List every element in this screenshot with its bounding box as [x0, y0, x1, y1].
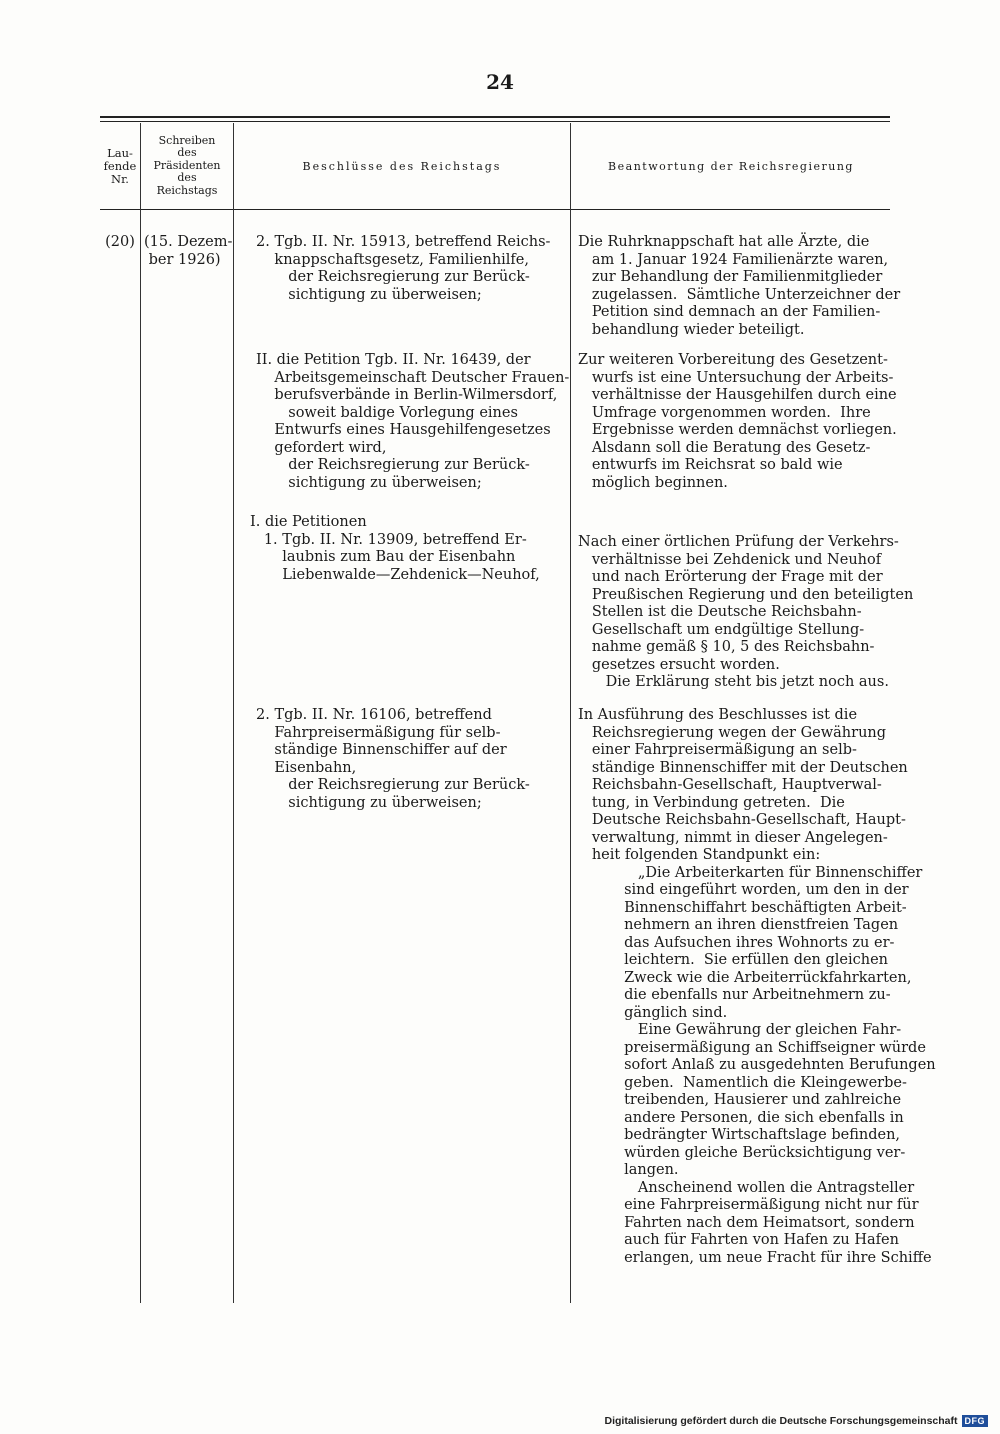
header-beschluesse: Beschlüsse des Reichstags [302, 159, 502, 173]
resolution-item: 2. Tgb. II. Nr. 16106, betreffend Fahrpreisermäßigung für selb- ständige Binnenschiffer auf der Eisenbahn, der Reichsregierung zur Berück- sichtigung zu überweisen; [256, 707, 530, 811]
header-beantwortung: Beantwortung der Reichsregierung [608, 159, 854, 173]
resolution-item: 2. Tgb. II. Nr. 15913, betreffend Reichs- knappschaftsgesetz, Familienhilfe, der Reichsregierung zur Berück- sichtigung zu überweisen; [256, 234, 551, 303]
answer-item: Die Ruhrknappschaft hat alle Ärzte, die am 1. Januar 1924 Familienärzte waren, zur Behandlung der Familienmitglieder zugelassen. Sämtliche Unterzeichner der Petition sind demnach an der Familien- behandlung wieder beteiligt. [578, 234, 901, 338]
entry-number: (20) [105, 234, 135, 250]
column-divider [570, 123, 571, 1303]
answer-item: Zur weiteren Vorbereitung des Gesetzent- wurfs ist eine Untersuchung der Arbeits- verhältnisse der Hausgehilfen durch eine Umfrage vorgenommen worden. Ihre Ergebnisse werden demnächst vorliegen. Alsdann soll die Beratung des Gesetz- entwurfs im Reichsrat so bald wie möglich beginnen. [578, 352, 897, 491]
answer-item: Nach einer örtlichen Prüfung der Verkehrs- verhältnisse bei Zehdenick und Neuhof und nach Erörterung der Frage mit der Preußischen Regierung und den beteiligten Stellen ist die Deutsche Reichsbahn- Gesellschaft um endgültige Stellung- nahme gemäß § 10, 5 des Reichsbahn- gesetzes ersucht worden. Die Erklärung steht bis jetzt noch aus. [578, 534, 914, 690]
answer-item: In Ausführung des Beschlusses ist die Reichsregierung wegen der Gewährung einer Fahrpreisermäßigung an selb- ständige Binnenschiffer mit der Deutschen Reichsbahn-Gesellschaft, Hauptverwal- tung, in Verbindung getreten. Die Deutsche Reichsbahn-Gesellschaft, Haupt- verwaltung, nimmt in dieser Angelegen- heit folgenden Standpunkt ein: „Die Arbeiterkarten für Binnenschiffer sind eingeführt worden, um den in der Binnenschiffahrt beschäftigten Arbeit- nehmern an ihren dienstfreien Tagen das Aufsuchen ihres Wohnorts zu er- leichtern. Sie erfüllen den gleichen Zweck wie die Arbeiterrückfahrkarten, die ebenfalls nur Arbeitnehmern zu- gänglich sind. Eine Gewährung der gleichen Fahr- preisermäßigung an Schiffseigner würde sofort Anlaß zu ausgedehnten Berufungen geben. Namentlich die Kleingewerbe- treibenden, Hausierer und zahlreiche andere Personen, die sich ebenfalls in bedrängter Wirtschaftslage befinden, würden gleiche Berücksichtigung ver- langen. Anscheinend wollen die Antragsteller eine Fahrpreisermäßigung nicht nur für Fahrten nach dem Heimatsort, sondern auch für Fahrten von Hafen zu Hafen erlangen, um neue Fracht für ihre Schiffe [578, 707, 936, 1266]
header-lfd-nr: Lau- fende Nr. [103, 145, 137, 186]
entry-date: (15. Dezem- ber 1926) [144, 234, 233, 268]
footer-text: Digitalisierung gefördert durch die Deutsche Forschungsgemeinschaft [604, 1415, 958, 1427]
header-schreiben: Schreiben des Präsidenten des Reichstags [153, 133, 221, 197]
top-rule-thin [100, 121, 890, 122]
header-rule [100, 209, 890, 210]
top-rule [100, 116, 890, 118]
dfg-logo: DFG [962, 1415, 989, 1427]
column-divider [233, 123, 234, 1303]
resolution-item: I. die Petitionen 1. Tgb. II. Nr. 13909, betreffend Er- laubnis zum Bau der Eisenbahn Liebenwalde—Zehdenick—Neuhof, [250, 514, 540, 583]
page-number: 24 [486, 70, 514, 94]
footer-credit [605, 1415, 988, 1427]
resolution-item: II. die Petition Tgb. II. Nr. 16439, der Arbeitsgemeinschaft Deutscher Frauen- berufsverbände in Berlin-Wilmersdorf, soweit baldige Vorlegung eines Entwurfs eines Hausgehilfengesetzes gefordert wird, der Reichsregierung zur Berück- sichtigung zu überweisen; [256, 352, 570, 491]
column-divider [140, 123, 141, 1303]
